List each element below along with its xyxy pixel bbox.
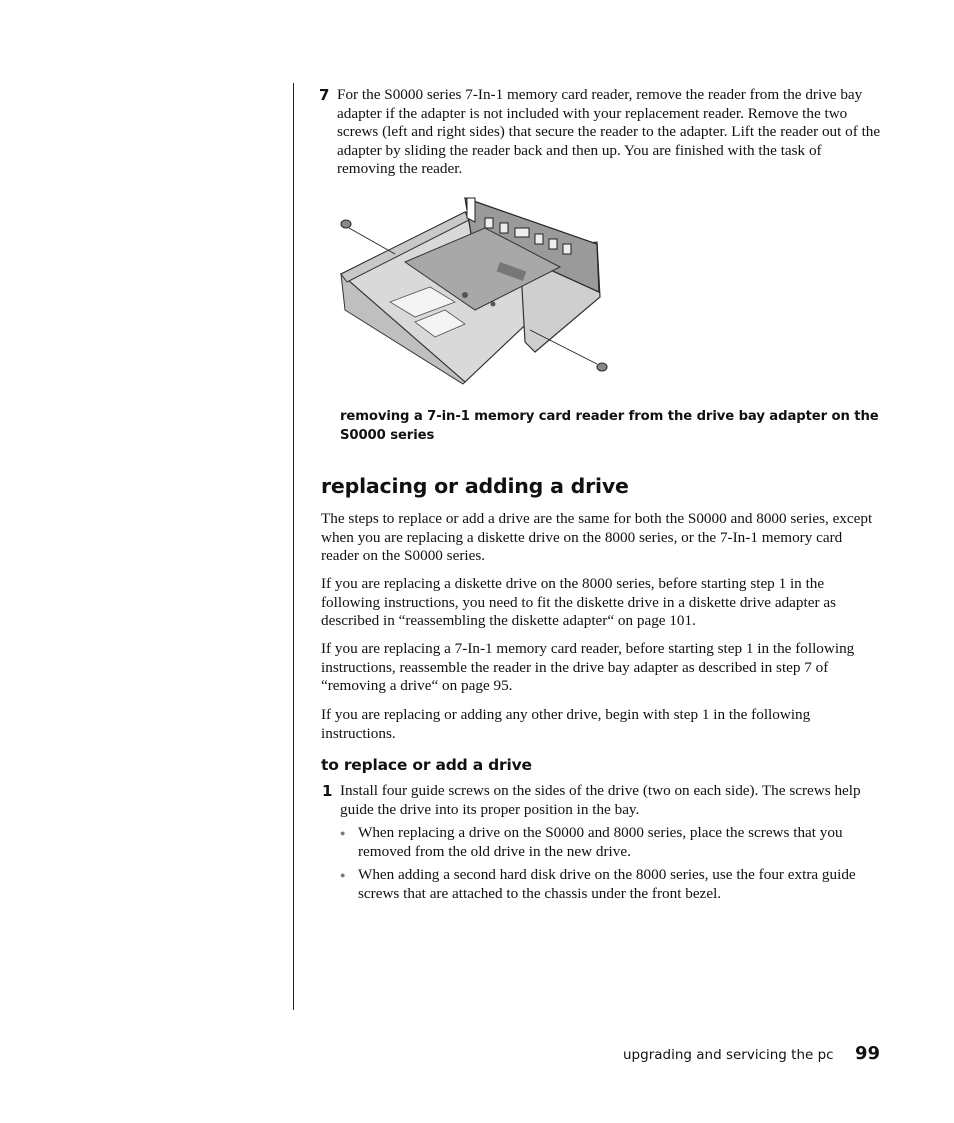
page-number: 99 bbox=[855, 1043, 881, 1064]
step-7-number: 7 bbox=[319, 86, 330, 104]
bullet-item: When adding a second hard disk drive on the 8000 series, use the four extra guide screws that are attached to the chassis under the front bezel. bbox=[358, 866, 856, 902]
procedure-heading: to replace or add a drive bbox=[321, 756, 532, 774]
margin-rule bbox=[293, 83, 294, 1010]
card-reader-drive-bay-adapter-illustration bbox=[335, 192, 610, 387]
bullet-marker: ● bbox=[340, 870, 346, 880]
bullet-item: When replacing a drive on the S0000 and 8000 series, place the screws that you removed from the old drive in the new drive. bbox=[358, 824, 843, 860]
footer-section-title: upgrading and servicing the pc bbox=[623, 1047, 834, 1063]
step-7-text: For the S0000 series 7-In-1 memory card reader, remove the reader from the drive bay adapter if the adapter is not included with your replacement reader. Remove the two screws (left and right sides) that secure the reader to the adapter. Lift the reader out of the adapter by sliding the reader back and then up. You are finished with the task of removing the reader. bbox=[337, 86, 881, 178]
step-1-number: 1 bbox=[322, 782, 333, 800]
paragraph-3: If you are replacing a 7-In-1 memory card reader, before starting step 1 in the following instructions, reassemble the reader in the drive bay adapter as described in step 7 of “removing a drive“ on page 95. bbox=[321, 640, 855, 695]
figure-caption: removing a 7-in-1 memory card reader from the drive bay adapter on the S0000 series bbox=[340, 409, 879, 443]
section-heading: replacing or adding a drive bbox=[321, 474, 629, 498]
paragraph-4: If you are replacing or adding any other drive, begin with step 1 in the following instructions. bbox=[321, 706, 811, 742]
paragraph-1: The steps to replace or add a drive are the same for both the S0000 and 8000 series, except when you are replacing a diskette drive on the 8000 series, or the 7-In-1 memory card reader on the S0000 series. bbox=[321, 510, 873, 565]
bullet-marker: ● bbox=[340, 828, 346, 838]
paragraph-2: If you are replacing a diskette drive on the 8000 series, before starting step 1 in the following instructions, you need to fit the diskette drive in a diskette drive adapter as described in “reassembling the diskette adapter“ on page 101. bbox=[321, 575, 836, 630]
step-1-text: Install four guide screws on the sides of the drive (two on each side). The screws help guide the drive into its proper position in the bay. bbox=[340, 782, 861, 818]
